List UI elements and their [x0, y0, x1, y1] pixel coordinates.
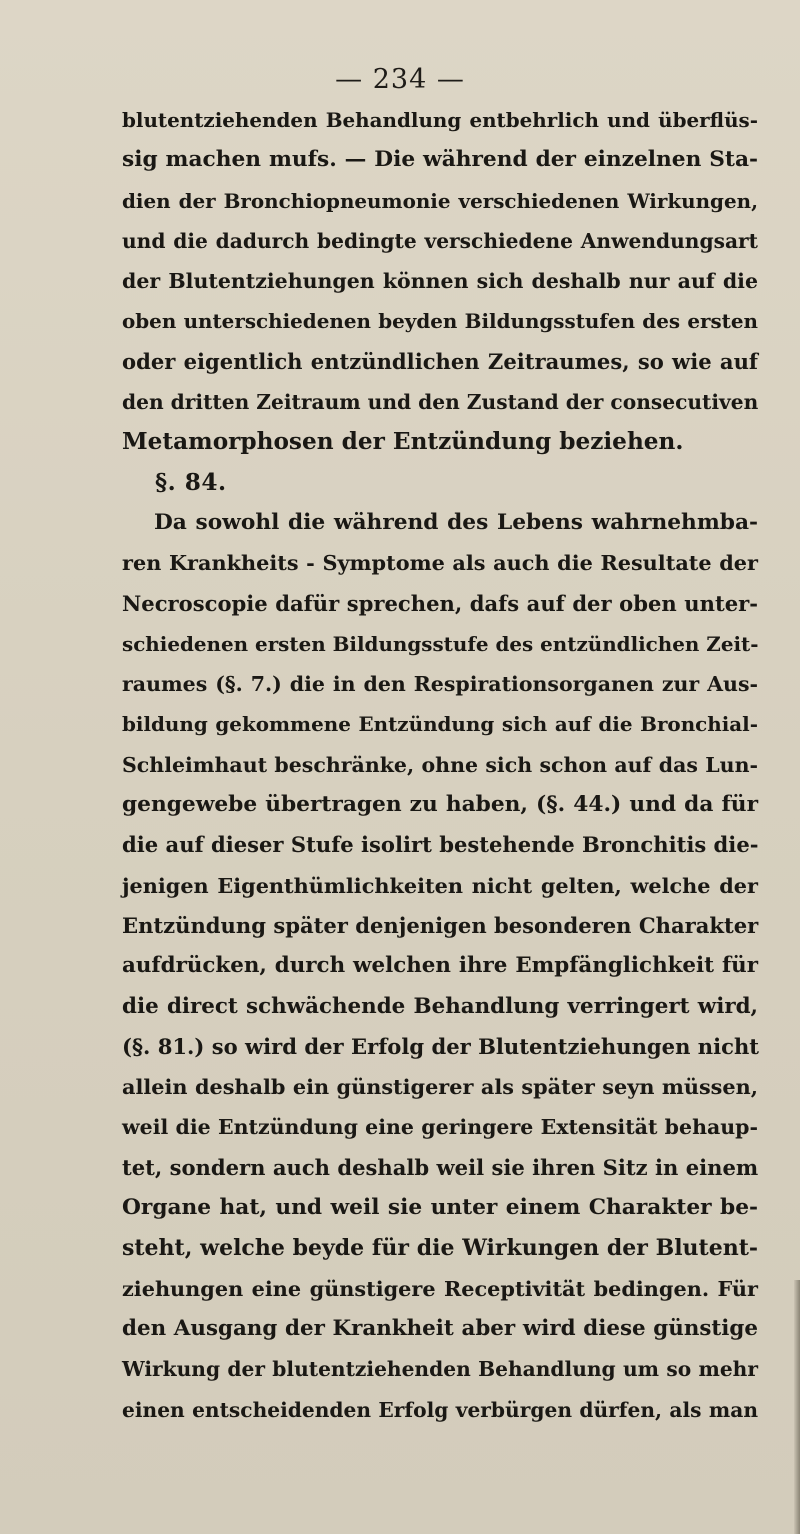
text-line: gengewebe übertragen zu haben, (§. 44.) und da für: [122, 792, 758, 818]
text-line: und die dadurch bedingte verschiedene Anwendungsart: [122, 228, 758, 253]
text-line: einen entscheidenden Erfolg verbürgen dürfen, als man: [122, 1397, 758, 1422]
text-line: Da sowohl die während des Lebens wahrnehmba-: [154, 509, 758, 535]
text-line: Organe hat, und weil sie unter einem Charakter be-: [122, 1195, 758, 1221]
body-text: [122, 100, 758, 1430]
text-line: allein deshalb ein günstigerer als später seyn müssen,: [122, 1074, 758, 1100]
text-line: Wirkung der blutentziehenden Behandlung um so mehr: [122, 1357, 758, 1382]
text-line: steht, welche beyde für die Wirkungen der Blutent-: [122, 1235, 758, 1262]
text-line: Schleimhaut beschränke, ohne sich schon auf das Lun-: [122, 752, 758, 777]
text-line: sig machen mufs. — Die während der einzelnen Sta-: [122, 147, 758, 173]
page-number: — 234 —: [335, 64, 465, 95]
text-line: ren Krankheits - Symptome als auch die Resultate der: [122, 550, 758, 576]
text-line: den Ausgang der Krankheit aber wird diese günstige: [122, 1315, 758, 1341]
text-line: (§. 81.) so wird der Erfolg der Blutentziehungen nicht: [122, 1033, 760, 1059]
text-line: bildung gekommene Entzündung sich auf die Bronchial-: [122, 712, 758, 737]
text-line: Metamorphosen der Entzündung beziehen.: [122, 428, 684, 456]
text-line: Entzündung später denjenigen besonderen Charakter: [122, 912, 759, 938]
text-line: die direct schwächende Behandlung verringert wird,: [122, 993, 758, 1019]
page-edge-shadow: [794, 1280, 800, 1534]
text-line: die auf dieser Stufe isolirt bestehende Bronchitis die-: [122, 832, 759, 858]
text-line: schiedenen ersten Bildungsstufe des entzündlichen Zeit-: [122, 631, 759, 656]
text-line: ziehungen eine günstigere Receptivität bedingen. Für: [122, 1275, 758, 1301]
text-line: raumes (§. 7.) die in den Respirationsorganen zur Aus-: [122, 672, 758, 697]
text-line: weil die Entzündung eine geringere Extensität behaup-: [122, 1115, 758, 1140]
text-line: den dritten Zeitraum und den Zustand der consecutiven: [122, 390, 759, 415]
text-line: Necroscopie dafür sprechen, dafs auf der oben unter-: [122, 590, 758, 616]
text-line: oben unterschiedenen beyden Bildungsstufen des ersten: [122, 309, 758, 334]
text-line: dien der Bronchiopneumonie verschiedenen Wirkungen,: [122, 188, 758, 213]
section-heading: §. 84.: [155, 468, 227, 496]
text-line: oder eigentlich entzündlichen Zeitraumes, so wie auf: [122, 348, 758, 374]
text-line: aufdrücken, durch welchen ihre Empfänglichkeit für: [122, 953, 758, 979]
text-line: jenigen Eigenthümlichkeiten nicht gelten, welche der: [122, 872, 758, 898]
text-line: der Blutentziehungen können sich deshalb nur auf die: [122, 269, 758, 294]
text-line: blutentziehenden Behandlung entbehrlich und überflüs-: [122, 108, 758, 132]
text-line: tet, sondern auch deshalb weil sie ihren Sitz in einem: [122, 1154, 759, 1180]
